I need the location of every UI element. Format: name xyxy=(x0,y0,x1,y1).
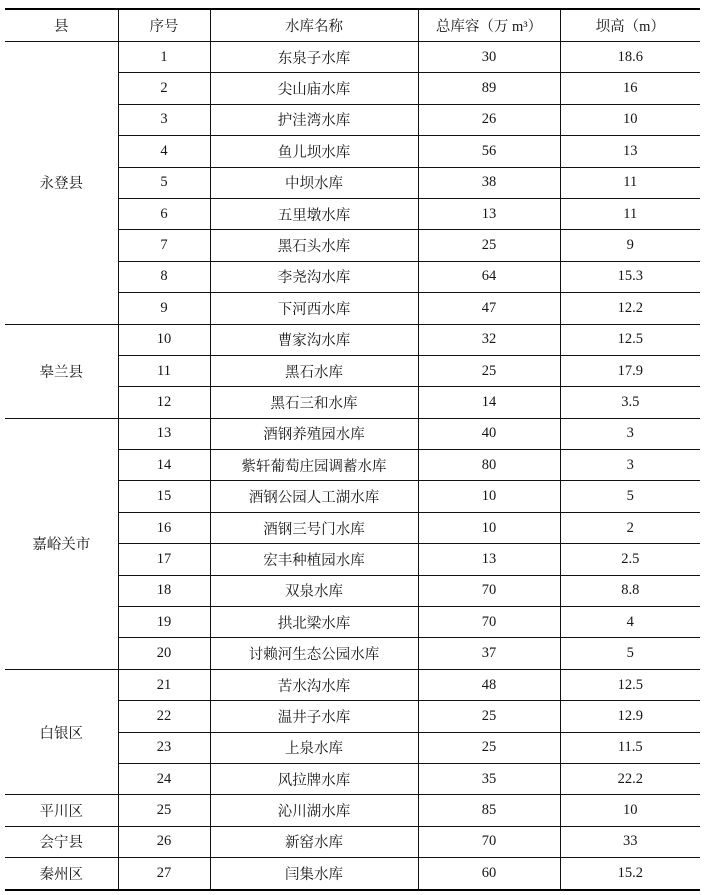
index-cell: 17 xyxy=(118,544,210,575)
reservoir-name-cell: 黑石三和水库 xyxy=(210,387,418,418)
table-row xyxy=(5,42,700,73)
dam-height-cell: 17.9 xyxy=(560,355,700,386)
index-cell: 21 xyxy=(118,669,210,700)
total-capacity-cell: 40 xyxy=(418,418,560,449)
reservoir-name-cell: 温井子水库 xyxy=(210,701,418,732)
reservoir-name-cell: 黑石水库 xyxy=(210,355,418,386)
dam-height-cell: 3 xyxy=(560,418,700,449)
dam-height-cell: 2.5 xyxy=(560,544,700,575)
dam-height-cell: 12.5 xyxy=(560,669,700,700)
total-capacity-cell: 13 xyxy=(418,544,560,575)
county-cell: 平川区 xyxy=(5,795,118,826)
index-cell: 7 xyxy=(118,230,210,261)
dam-height-cell: 3 xyxy=(560,450,700,481)
reservoir-name-cell: 曹家沟水库 xyxy=(210,324,418,355)
header-row xyxy=(5,9,700,42)
total-capacity-cell: 80 xyxy=(418,450,560,481)
total-capacity-cell: 64 xyxy=(418,261,560,292)
total-capacity-cell: 37 xyxy=(418,638,560,669)
total-capacity-cell: 38 xyxy=(418,167,560,198)
dam-height-cell: 15.2 xyxy=(560,858,700,890)
total-capacity-cell: 85 xyxy=(418,795,560,826)
index-cell: 26 xyxy=(118,826,210,857)
county-cell: 会宁县 xyxy=(5,826,118,857)
dam-height-cell: 9 xyxy=(560,230,700,261)
total-capacity-cell: 25 xyxy=(418,701,560,732)
reservoir-table xyxy=(5,8,700,891)
index-cell: 14 xyxy=(118,450,210,481)
total-capacity-cell: 70 xyxy=(418,575,560,606)
dam-height-cell: 33 xyxy=(560,826,700,857)
total-capacity-cell: 48 xyxy=(418,669,560,700)
reservoir-name-cell: 拱北梁水库 xyxy=(210,607,418,638)
table-row xyxy=(5,324,700,355)
total-capacity-cell: 25 xyxy=(418,732,560,763)
dam-height-cell: 4 xyxy=(560,607,700,638)
total-capacity-cell: 13 xyxy=(418,198,560,229)
reservoir-name-cell: 讨赖河生态公园水库 xyxy=(210,638,418,669)
index-cell: 19 xyxy=(118,607,210,638)
index-cell: 13 xyxy=(118,418,210,449)
header-dam-height: 坝高（m） xyxy=(560,9,700,42)
index-cell: 27 xyxy=(118,858,210,890)
reservoir-name-cell: 酒钢三号门水库 xyxy=(210,512,418,543)
index-cell: 2 xyxy=(118,73,210,104)
header-index: 序号 xyxy=(118,9,210,42)
reservoir-name-cell: 沁川湖水库 xyxy=(210,795,418,826)
reservoir-name-cell: 下河西水库 xyxy=(210,293,418,324)
total-capacity-cell: 10 xyxy=(418,481,560,512)
index-cell: 20 xyxy=(118,638,210,669)
index-cell: 24 xyxy=(118,763,210,794)
table-body xyxy=(5,42,700,890)
reservoir-name-cell: 中坝水库 xyxy=(210,167,418,198)
table-row xyxy=(5,826,700,857)
index-cell: 1 xyxy=(118,42,210,73)
table-header xyxy=(5,9,700,42)
header-county: 县 xyxy=(5,9,118,42)
dam-height-cell: 18.6 xyxy=(560,42,700,73)
index-cell: 22 xyxy=(118,701,210,732)
index-cell: 8 xyxy=(118,261,210,292)
table-row xyxy=(5,418,700,449)
total-capacity-cell: 14 xyxy=(418,387,560,418)
reservoir-name-cell: 上泉水库 xyxy=(210,732,418,763)
dam-height-cell: 22.2 xyxy=(560,763,700,794)
total-capacity-cell: 35 xyxy=(418,763,560,794)
total-capacity-cell: 10 xyxy=(418,512,560,543)
reservoir-name-cell: 黑石头水库 xyxy=(210,230,418,261)
index-cell: 18 xyxy=(118,575,210,606)
reservoir-name-cell: 新窑水库 xyxy=(210,826,418,857)
table-row xyxy=(5,858,700,890)
reservoir-name-cell: 东泉子水库 xyxy=(210,42,418,73)
total-capacity-cell: 25 xyxy=(418,230,560,261)
header-total-capacity: 总库容（万 m³） xyxy=(418,9,560,42)
county-cell: 秦州区 xyxy=(5,858,118,890)
county-cell: 永登县 xyxy=(5,42,118,325)
county-cell: 嘉峪关市 xyxy=(5,418,118,669)
dam-height-cell: 8.8 xyxy=(560,575,700,606)
dam-height-cell: 12.9 xyxy=(560,701,700,732)
reservoir-name-cell: 双泉水库 xyxy=(210,575,418,606)
index-cell: 9 xyxy=(118,293,210,324)
index-cell: 5 xyxy=(118,167,210,198)
reservoir-name-cell: 鱼儿坝水库 xyxy=(210,136,418,167)
dam-height-cell: 15.3 xyxy=(560,261,700,292)
dam-height-cell: 10 xyxy=(560,795,700,826)
reservoir-name-cell: 酒钢公园人工湖水库 xyxy=(210,481,418,512)
dam-height-cell: 3.5 xyxy=(560,387,700,418)
dam-height-cell: 5 xyxy=(560,638,700,669)
dam-height-cell: 12.5 xyxy=(560,324,700,355)
total-capacity-cell: 30 xyxy=(418,42,560,73)
reservoir-name-cell: 风拉牌水库 xyxy=(210,763,418,794)
dam-height-cell: 2 xyxy=(560,512,700,543)
index-cell: 10 xyxy=(118,324,210,355)
total-capacity-cell: 26 xyxy=(418,104,560,135)
reservoir-name-cell: 护洼湾水库 xyxy=(210,104,418,135)
reservoir-name-cell: 宏丰种植园水库 xyxy=(210,544,418,575)
reservoir-name-cell: 李尧沟水库 xyxy=(210,261,418,292)
total-capacity-cell: 70 xyxy=(418,826,560,857)
total-capacity-cell: 47 xyxy=(418,293,560,324)
total-capacity-cell: 70 xyxy=(418,607,560,638)
reservoir-name-cell: 尖山庙水库 xyxy=(210,73,418,104)
dam-height-cell: 10 xyxy=(560,104,700,135)
total-capacity-cell: 60 xyxy=(418,858,560,890)
reservoir-name-cell: 紫轩葡萄庄园调蓄水库 xyxy=(210,450,418,481)
index-cell: 16 xyxy=(118,512,210,543)
index-cell: 6 xyxy=(118,198,210,229)
index-cell: 23 xyxy=(118,732,210,763)
reservoir-name-cell: 闫集水库 xyxy=(210,858,418,890)
index-cell: 11 xyxy=(118,355,210,386)
reservoir-name-cell: 苦水沟水库 xyxy=(210,669,418,700)
index-cell: 25 xyxy=(118,795,210,826)
total-capacity-cell: 56 xyxy=(418,136,560,167)
dam-height-cell: 12.2 xyxy=(560,293,700,324)
dam-height-cell: 11 xyxy=(560,167,700,198)
total-capacity-cell: 89 xyxy=(418,73,560,104)
dam-height-cell: 11 xyxy=(560,198,700,229)
dam-height-cell: 13 xyxy=(560,136,700,167)
reservoir-name-cell: 酒钢养殖园水库 xyxy=(210,418,418,449)
header-reservoir-name: 水库名称 xyxy=(210,9,418,42)
index-cell: 3 xyxy=(118,104,210,135)
dam-height-cell: 11.5 xyxy=(560,732,700,763)
total-capacity-cell: 32 xyxy=(418,324,560,355)
total-capacity-cell: 25 xyxy=(418,355,560,386)
index-cell: 15 xyxy=(118,481,210,512)
dam-height-cell: 16 xyxy=(560,73,700,104)
table-row xyxy=(5,795,700,826)
reservoir-name-cell: 五里墩水库 xyxy=(210,198,418,229)
county-cell: 皋兰县 xyxy=(5,324,118,418)
county-cell: 白银区 xyxy=(5,669,118,795)
table-row xyxy=(5,669,700,700)
index-cell: 12 xyxy=(118,387,210,418)
dam-height-cell: 5 xyxy=(560,481,700,512)
index-cell: 4 xyxy=(118,136,210,167)
